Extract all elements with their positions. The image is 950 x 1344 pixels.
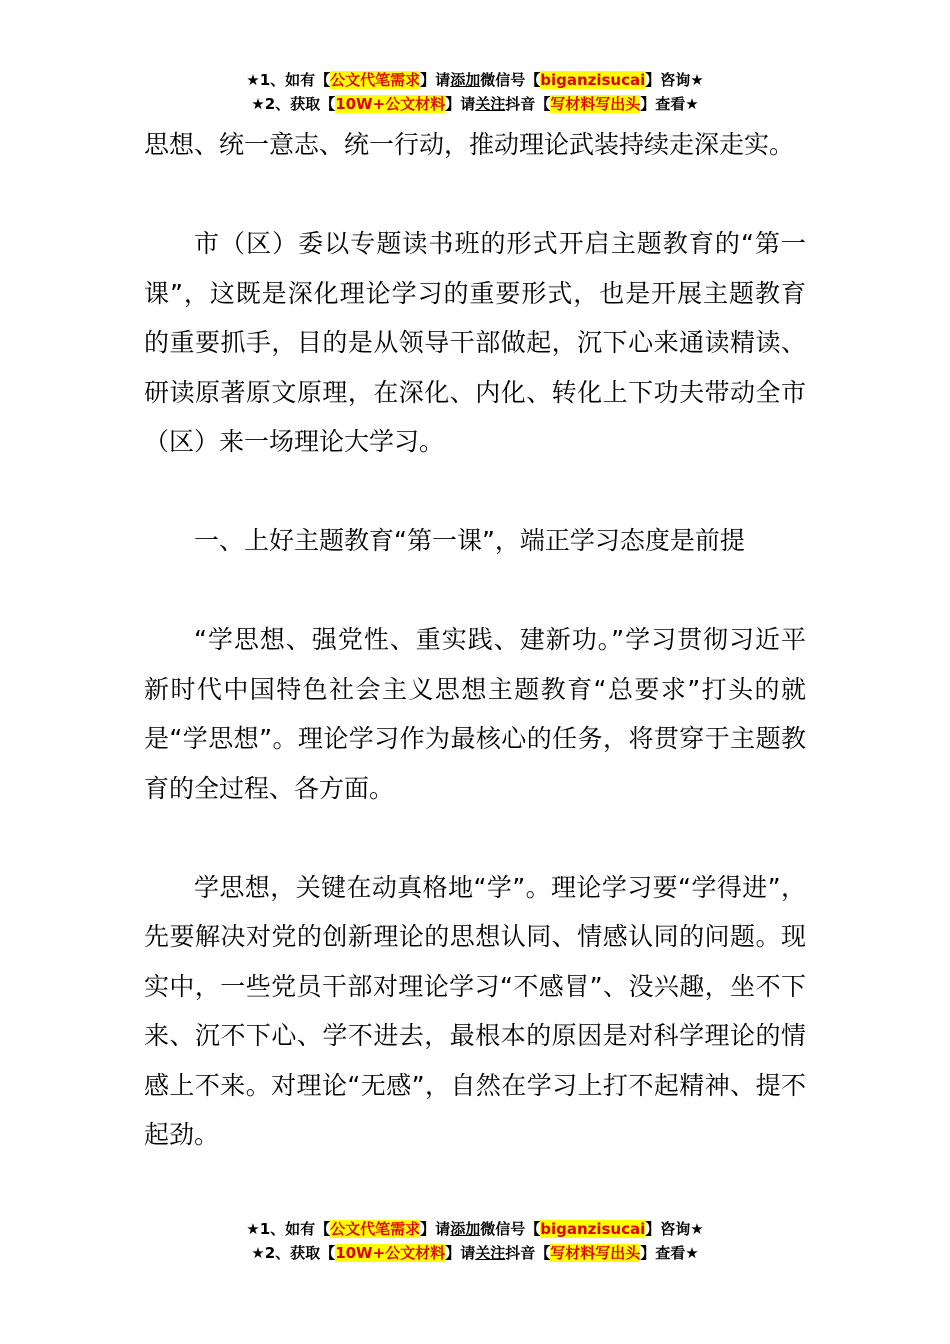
promo-text: 抖音【	[505, 1244, 551, 1262]
promo-action: 添加	[450, 71, 481, 89]
paragraph: 学思想，关键在动真格地“学”。理论学习要“学得进”，先要解决对党的创新理论的思想认同、情感认同的问题。现实中，一些党员干部对理论学习“不感冒”、没兴趣，坐不下来、沉不下心、学不进去，最根本的原因是对科学理论的情感上不来。对理论“无感”，自然在学习上打不起精神、提不起劲。	[144, 872, 806, 1149]
header-promo-banner	[0, 68, 950, 116]
promo-text: 】咨询★	[645, 71, 704, 89]
promo-highlight-account: 写材料写出头	[550, 1244, 641, 1262]
promo-text: 】查看★	[640, 1244, 699, 1262]
promo-action: 添加	[450, 1220, 481, 1238]
promo-highlight-wechat-id: biganzisucai	[540, 1220, 646, 1238]
promo-highlight-service: 公文代笔需求	[330, 1220, 421, 1238]
paragraph-continuation: 思想、统一意志、统一行动，推动理论武装持续走深走实。	[144, 130, 795, 159]
promo-text: 】咨询★	[645, 1220, 704, 1238]
promo-action: 关注	[475, 1244, 506, 1262]
promo-highlight-wechat-id: biganzisucai	[540, 71, 646, 89]
promo-highlight-offer: 10W+公文材料	[335, 95, 446, 113]
paragraph-intro: 市（区）委以专题读书班的形式开启主题教育的“第一课”，这既是深化理论学习的重要形式，也是开展主题教育的重要抓手，目的是从领导干部做起，沉下心来通读精读、研读原著原文原理，在深化、内化、转化上下功夫带动全市（区）来一场理论大学习。	[144, 229, 806, 456]
promo-line-1	[0, 1217, 950, 1241]
promo-text: ★2、获取【	[251, 95, 336, 113]
promo-text: 微信号【	[480, 1220, 541, 1238]
promo-text: ★2、获取【	[251, 1244, 336, 1262]
promo-text: 抖音【	[505, 95, 551, 113]
paragraph: “学思想、强党性、重实践、建新功。”学习贯彻习近平新时代中国特色社会主义思想主题教育“总要求”打头的就是“学思想”。理论学习作为最核心的任务，将贯穿于主题教育的全过程、各方面。	[144, 625, 806, 803]
promo-highlight-service: 公文代笔需求	[330, 71, 421, 89]
promo-highlight-offer: 10W+公文材料	[335, 1244, 446, 1262]
promo-text: 】请	[420, 1220, 451, 1238]
promo-text: 】请	[445, 95, 476, 113]
promo-text: 微信号【	[480, 71, 541, 89]
promo-text: ★1、如有【	[246, 71, 331, 89]
promo-text: 】查看★	[640, 95, 699, 113]
promo-highlight-account: 写材料写出头	[550, 95, 641, 113]
promo-text: 】请	[445, 1244, 476, 1262]
footer-promo-banner	[0, 1217, 950, 1265]
promo-action: 关注	[475, 95, 506, 113]
promo-line-2	[0, 92, 950, 116]
promo-text: ★1、如有【	[246, 1220, 331, 1238]
section-heading: 一、上好主题教育“第一课”，端正学习态度是前提	[194, 526, 745, 555]
promo-text: 】请	[420, 71, 451, 89]
promo-line-2	[0, 1241, 950, 1265]
document-body	[144, 120, 806, 1209]
promo-line-1	[0, 68, 950, 92]
